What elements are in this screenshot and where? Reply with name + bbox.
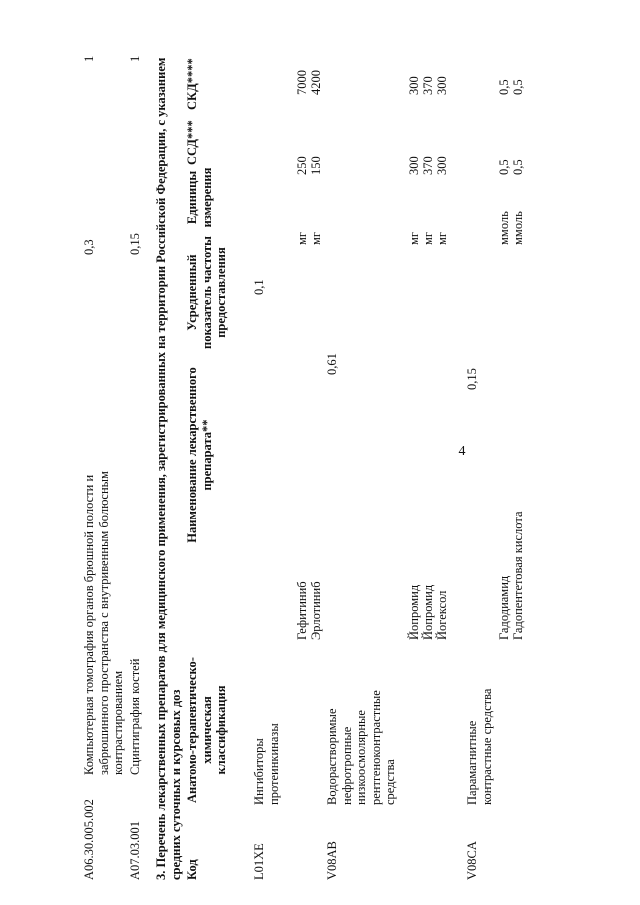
drug-skd: 4200 [309, 70, 323, 95]
procedure-frequency: 0,3 [82, 239, 96, 255]
procedure-code: A07.03.001 [128, 820, 142, 880]
drug-skd: 300 [407, 76, 421, 95]
header-frequency: Усредненный показатель частоты предоставления [185, 236, 228, 349]
drug-skd: 0,5 [511, 79, 525, 95]
group-frequency: 0,61 [325, 353, 339, 375]
group-code: V08AB [325, 841, 339, 880]
drug-ssd: 300 [435, 156, 449, 175]
drug-ssd: 370 [421, 156, 435, 175]
group-frequency: 0,1 [252, 279, 266, 295]
group-code: L01XE [252, 843, 266, 880]
group-atc: Водорастворимые нефротропные низкоосмолярные рентгеноконтрастные средства [325, 690, 397, 805]
drug-unit: мг [295, 231, 309, 245]
page-number: 4 [458, 444, 466, 459]
drug-name: Эрлотиниб [309, 581, 323, 640]
drug-ssd: 300 [407, 156, 421, 175]
drug-ssd: 150 [309, 156, 323, 175]
drug-unit: мг [435, 231, 449, 245]
drug-name: Гефитиниб [295, 581, 309, 640]
procedure-code: A06.30.005.002 [82, 799, 96, 880]
drug-name: Йопромид [421, 584, 435, 640]
procedure-multiplicity: 1 [82, 55, 96, 62]
procedure-multiplicity: 1 [128, 55, 142, 62]
header-skd: СКД**** [185, 58, 199, 110]
rotated-page-content [80, 50, 640, 880]
section-title: 3. Перечень лекарственных препаратов для медицинского применения, зарегистрированных на территории Российской Федерации, с указанием средних суточных и курсовых доз [154, 57, 183, 880]
group-frequency: 0,15 [465, 368, 479, 390]
drug-ssd: 0,5 [511, 159, 525, 175]
drug-skd: 300 [435, 76, 449, 95]
procedure-name: Сцинтиграфия костей [128, 658, 142, 775]
header-ssd: ССД*** [185, 120, 199, 165]
group-code: V08CA [465, 841, 479, 880]
drug-unit: мг [309, 231, 323, 245]
drug-unit: ммоль [511, 211, 525, 245]
drug-name: Гадодиамид [497, 575, 511, 640]
drug-unit: мг [407, 231, 421, 245]
procedure-frequency: 0,15 [128, 233, 142, 255]
drug-ssd: 0,5 [497, 159, 511, 175]
drug-ssd: 250 [295, 156, 309, 175]
header-code: Код [185, 859, 199, 880]
drug-skd: 0,5 [497, 79, 511, 95]
drug-name: Йопромид [407, 584, 421, 640]
drug-name: Йогексол [435, 590, 449, 640]
procedure-name: Компьютерная томография органов брюшной полости и забрюшинного пространства с внутривенным болюсным контрастированием [82, 471, 125, 775]
header-unit: Единицы измерения [185, 167, 214, 228]
drug-unit: мг [421, 231, 435, 245]
drug-name: Гадопентетовая кислота [511, 511, 525, 640]
group-atc: Парамагнитные контрастные средства [465, 688, 494, 805]
header-drug: Наименование лекарственного препарата** [185, 367, 214, 543]
group-atc: Ингибиторы протеинкиназы [252, 723, 281, 805]
drug-skd: 7000 [295, 70, 309, 95]
header-atc: Анатомо-терапевтическо-химическая классификация [185, 657, 228, 803]
drug-unit: ммоль [497, 211, 511, 245]
drug-skd: 370 [421, 76, 435, 95]
